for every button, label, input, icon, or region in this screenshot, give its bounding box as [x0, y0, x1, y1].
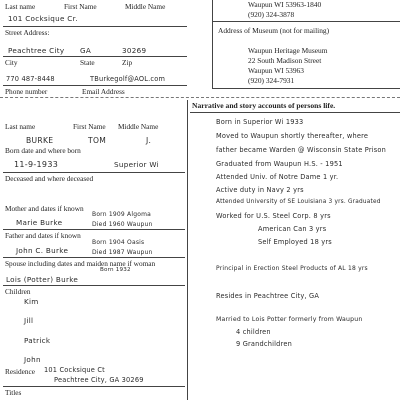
museum-box-bottom-border: [212, 88, 400, 89]
person-residence-line1: 101 Cocksique Ct: [44, 366, 105, 374]
person-father-label: Father and dates if known: [5, 231, 81, 240]
museum-top-line2: (920) 324-3878: [248, 10, 295, 19]
narrative-line-14: 4 children: [236, 328, 271, 336]
person-mother-label: Mother and dates if known: [5, 204, 84, 213]
museum-name: Waupun Heritage Museum: [248, 46, 328, 55]
person-middle-name-value: J.: [146, 136, 152, 145]
contact-last-name-label: Last name: [5, 2, 36, 11]
narrative-line-8: Worked for U.S. Steel Corp. 8 yrs: [216, 212, 331, 220]
phone-underline: [3, 85, 187, 86]
person-child-3: Patrick: [24, 336, 51, 345]
person-child-4: John: [24, 355, 41, 364]
person-first-name-label: First Name: [73, 122, 106, 131]
father-underline: [3, 257, 185, 258]
contact-email-value: TBurkegolf@AOL.com: [90, 75, 166, 83]
mother-underline: [3, 229, 185, 230]
narrative-line-15: 9 Grandchildren: [236, 340, 292, 348]
contact-phone-value: 770 487-8448: [6, 75, 55, 83]
contact-phone-label: Phone number: [5, 87, 48, 96]
contact-city-value: Peachtree City: [8, 46, 65, 55]
person-mother-died: Died 1960 Waupun: [92, 221, 153, 228]
narrative-line-12: Resides in Peachtree City, GA: [216, 292, 320, 300]
person-child-1: Kim: [24, 297, 39, 306]
museum-address-heading: Address of Museum (not for mailing): [218, 26, 330, 35]
museum-divider: [212, 21, 400, 22]
person-first-name-value: TOM: [88, 136, 107, 145]
person-spouse-name: Lois (Potter) Burke: [6, 275, 79, 284]
person-born-label: Born date and where born: [5, 146, 81, 155]
person-spouse-label: Spouse including dates and maiden name if woman: [5, 259, 156, 268]
narrative-line-9: American Can 3 yrs: [258, 225, 327, 233]
person-last-name-label: Last name: [5, 122, 36, 131]
person-father-died: Died 1987 Waupun: [92, 249, 153, 256]
person-residence-line2: Peachtree City, GA 30269: [54, 376, 144, 384]
person-father-name: John C. Burke: [16, 246, 69, 255]
person-titles-label: Titles: [5, 388, 22, 397]
contact-zip-value: 30269: [122, 46, 147, 55]
person-born-place-value: Superior Wi: [114, 160, 159, 169]
cut-line-divider: [0, 97, 400, 98]
narrative-line-4: Graduated from Waupun H.S. - 1951: [216, 160, 343, 168]
contact-middle-name-label: Middle Name: [125, 2, 166, 11]
narrative-line-2: Moved to Waupun shortly thereafter, where: [216, 132, 369, 140]
person-deceased-label: Deceased and where deceased: [5, 174, 94, 183]
narrative-heading-underline: [190, 112, 400, 113]
person-born-date-value: 11-9-1933: [14, 160, 59, 169]
person-mother-born: Born 1909 Algoma: [92, 211, 152, 218]
museum-city: Waupun WI 53963: [248, 66, 304, 75]
contact-street-label: Street Address:: [5, 28, 50, 37]
contact-first-name-label: First Name: [64, 2, 97, 11]
section-vertical-divider: [187, 100, 188, 400]
museum-box-left-border: [212, 0, 213, 88]
narrative-line-13: Married to Lois Potter formerly from Waupun: [216, 316, 363, 323]
narrative-line-6: Active duty in Navy 2 yrs: [216, 186, 304, 194]
museum-top-line1: Waupun WI 53963-1840: [248, 0, 322, 9]
narrative-line-5: Attended Univ. of Notre Dame 1 yr.: [216, 173, 339, 181]
contact-zip-label: Zip: [122, 58, 133, 67]
residence-underline: [3, 386, 185, 387]
contact-state-label: State: [80, 58, 95, 67]
person-child-2: Jill: [24, 316, 34, 325]
person-middle-name-label: Middle Name: [118, 122, 159, 131]
person-father-born: Born 1904 Oasis: [92, 239, 145, 246]
city-underline: [3, 56, 187, 57]
contact-city-label: City: [5, 58, 18, 67]
street-underline: [3, 26, 187, 27]
museum-phone: (920) 324-7931: [248, 76, 295, 85]
narrative-line-10: Self Employed 18 yrs: [258, 238, 332, 246]
narrative-line-11: Principal in Erection Steel Products of AL 18 yrs: [216, 265, 368, 272]
spouse-underline: [3, 285, 185, 286]
narrative-line-3: father became Warden @ Wisconsin State Prison: [216, 146, 387, 154]
person-mother-name: Marie Burke: [16, 218, 63, 227]
contact-state-value: GA: [80, 46, 92, 55]
narrative-line-1: Born in Superior Wi 1933: [216, 118, 304, 126]
narrative-line-7: Attended University of SE Louisiana 3 yrs. Graduated: [216, 199, 381, 205]
person-residence-label: Residence: [5, 367, 35, 376]
person-last-name-value: BURKE: [26, 136, 54, 145]
person-children-label: Children: [5, 287, 31, 296]
person-spouse-born: Born 1932: [100, 267, 131, 273]
contact-email-label: Email Address: [82, 87, 125, 96]
museum-street: 22 South Madison Street: [248, 56, 322, 65]
contact-street-value: 101 Cocksique Cr.: [8, 14, 78, 23]
born-underline: [3, 172, 185, 173]
narrative-heading: Narrative and story accounts of persons life.: [192, 101, 336, 110]
